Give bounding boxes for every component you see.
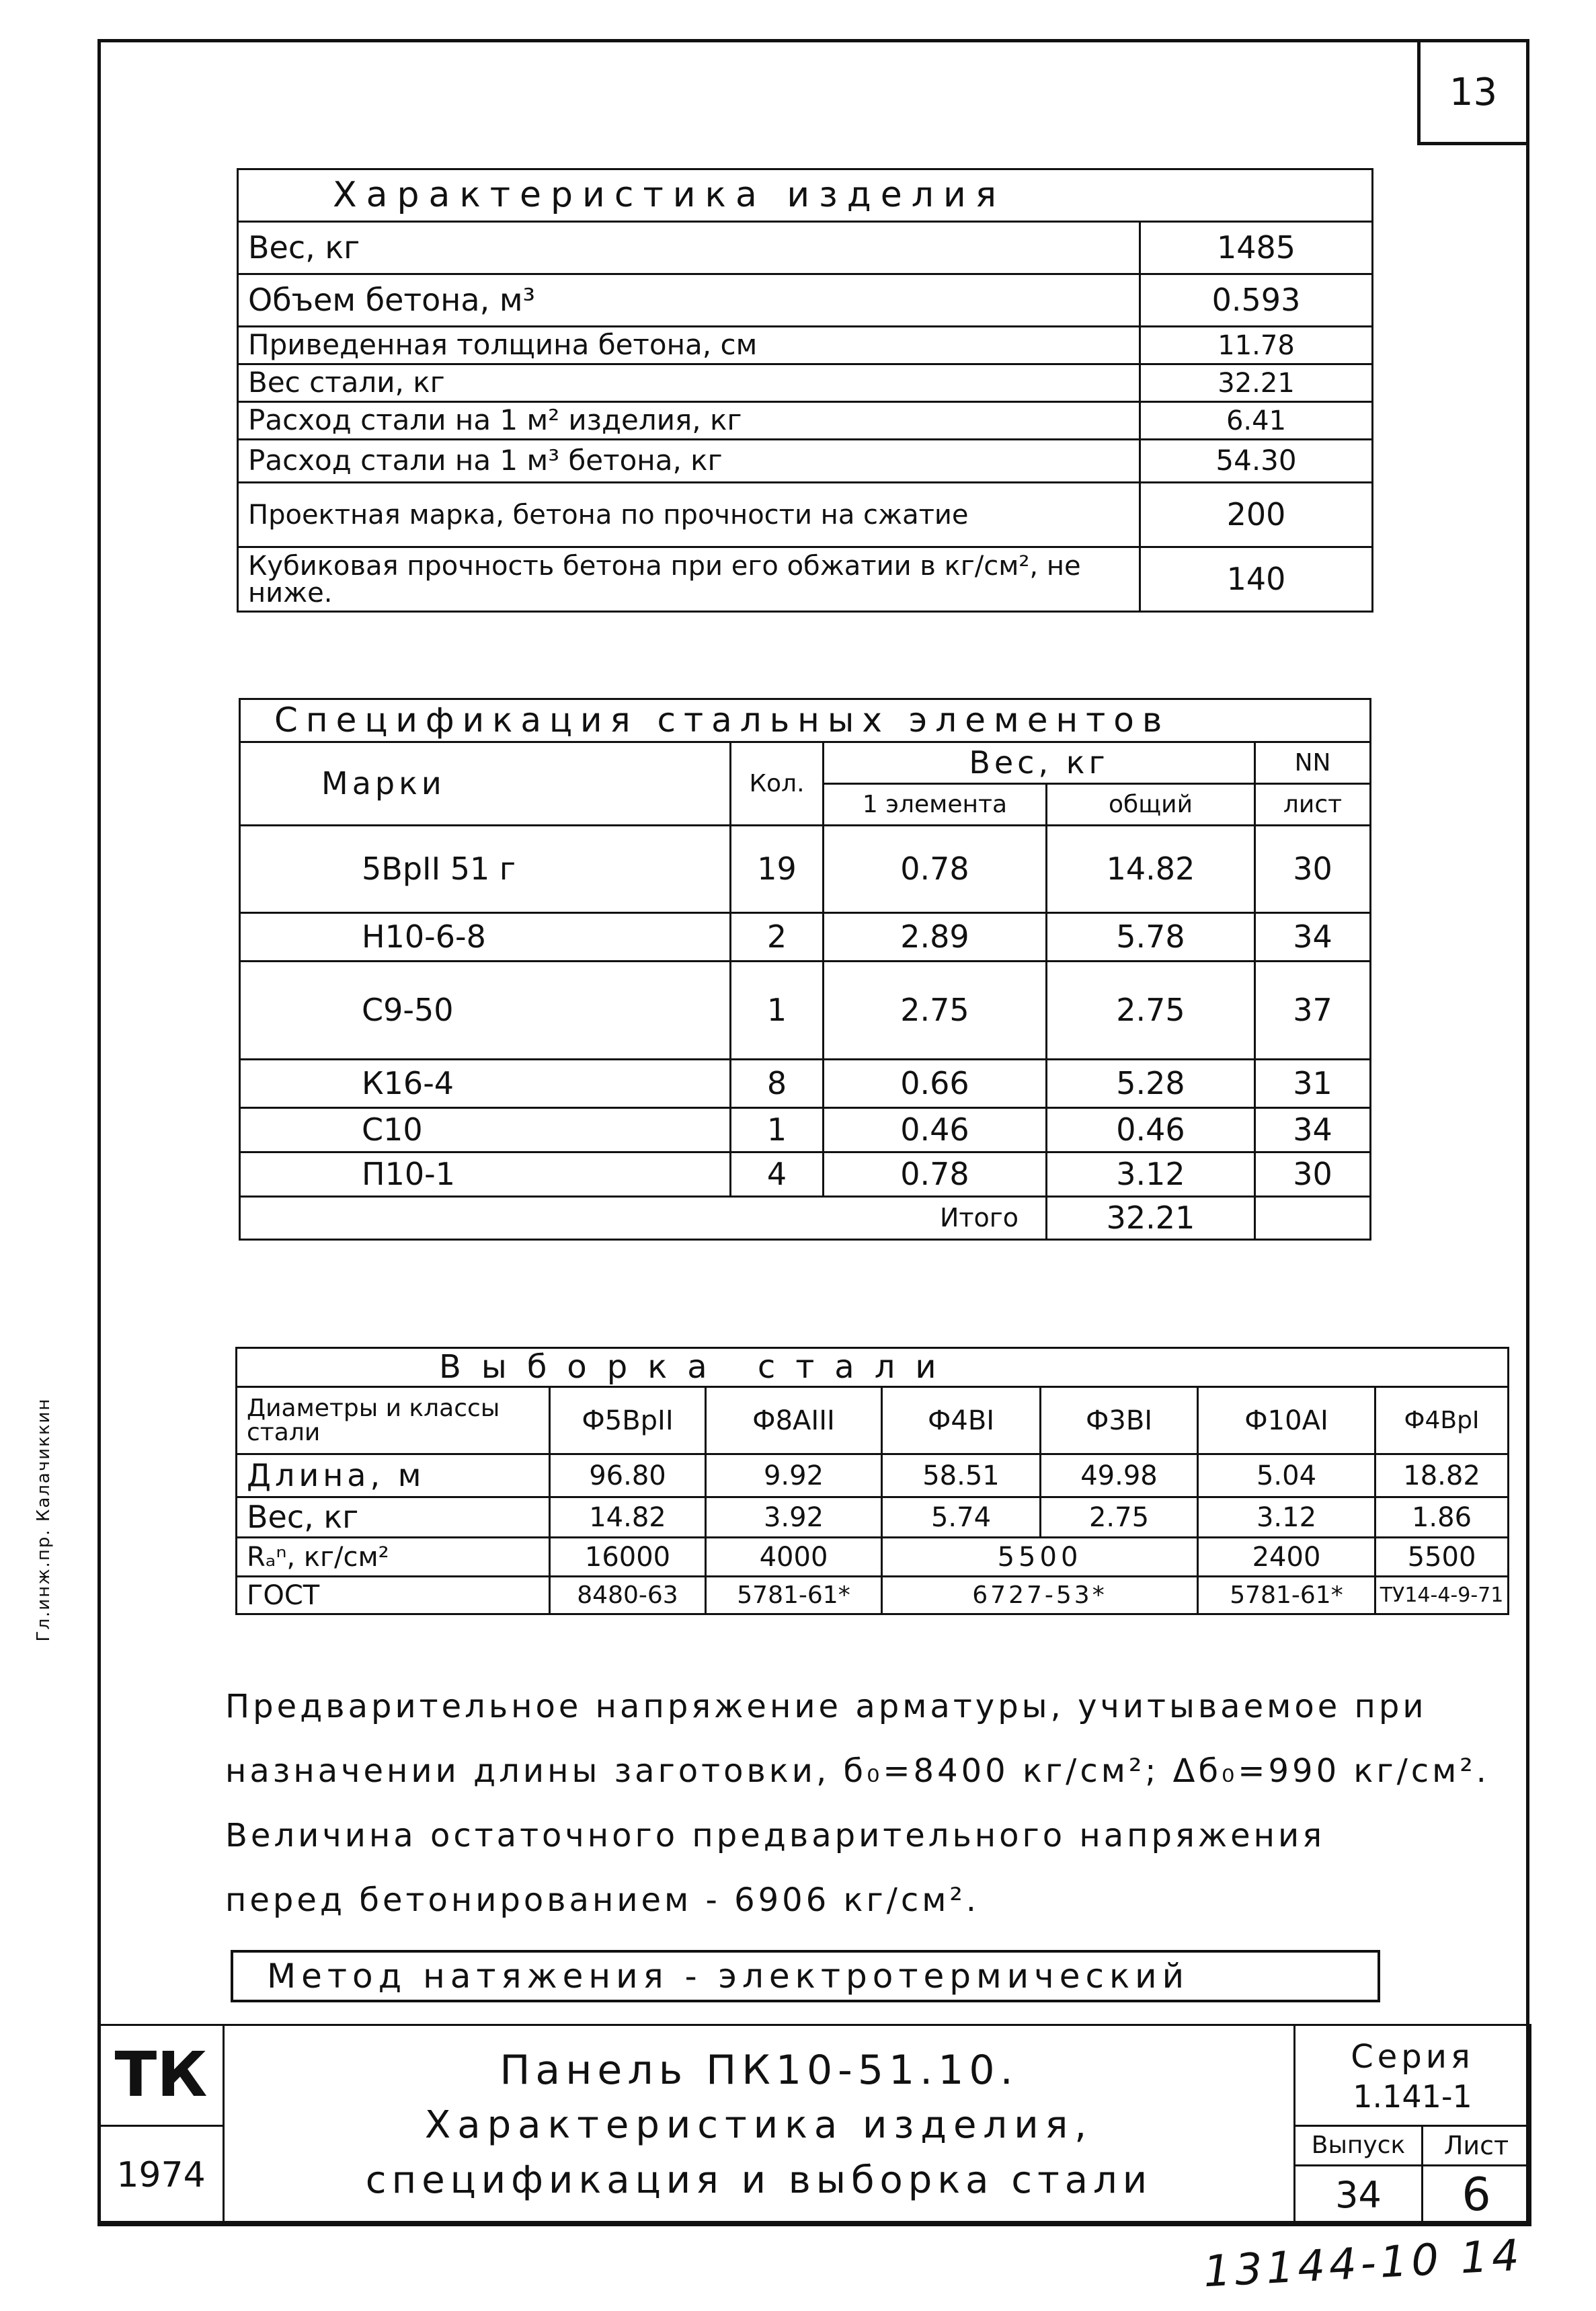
char-value: 54.30 xyxy=(1140,440,1373,483)
char-value: 200 xyxy=(1140,483,1373,547)
sel-ra: 5500 xyxy=(1375,1538,1509,1577)
sheet-label: Лист xyxy=(1423,2127,1529,2166)
spec-qty: 2 xyxy=(731,913,824,962)
sel-weight: 5.74 xyxy=(882,1497,1041,1538)
spec-qty: 4 xyxy=(731,1152,824,1197)
sel-gost: 6727-53* xyxy=(882,1577,1198,1614)
sel-weight: 2.75 xyxy=(1041,1497,1198,1538)
spec-mark: П10-1 xyxy=(240,1152,731,1197)
note-line: Величина остаточного предварительного напряжения xyxy=(225,1817,1326,1854)
spec-qty: 1 xyxy=(731,1108,824,1152)
side-stamp-text: Гл.инж.пр. Калачиккин xyxy=(34,1397,54,1642)
char-label: Расход стали на 1 м² изделия, кг xyxy=(238,402,1140,440)
sel-gost: 8480-63 xyxy=(550,1577,706,1614)
sel-gost-label: ГОСТ xyxy=(237,1577,550,1614)
spec-total-empty xyxy=(1255,1197,1371,1240)
spec-total: 3.12 xyxy=(1047,1152,1255,1197)
sel-gost: ТУ14-4-9-71 xyxy=(1375,1577,1509,1614)
sel-length: 5.04 xyxy=(1198,1454,1375,1497)
spec-qty: 1 xyxy=(731,962,824,1060)
char-value: 0.593 xyxy=(1140,274,1373,327)
spec-sheet: 34 xyxy=(1255,913,1371,962)
year: 1974 xyxy=(99,2126,224,2226)
spec-sheet: 30 xyxy=(1255,1152,1371,1197)
spec-total: 5.28 xyxy=(1047,1060,1255,1108)
char-value: 6.41 xyxy=(1140,402,1373,440)
sheet-title-line3: спецификация и выборка стали xyxy=(365,2158,1153,2202)
sheet-title-line1: Панель ПК10-51.10. xyxy=(500,2046,1019,2094)
spec-header-weight-one: 1 элемента xyxy=(824,784,1047,826)
spec-header-qty: Кол. xyxy=(731,742,824,826)
method-text: Метод натяжения - электротермический xyxy=(267,1957,1190,1996)
sel-length: 58.51 xyxy=(882,1454,1041,1497)
spec-total-label: Итого xyxy=(240,1197,1047,1240)
spec-header-weight: Вес, кг xyxy=(824,742,1255,784)
sel-gost: 5781-61* xyxy=(1198,1577,1375,1614)
spec-total: 5.78 xyxy=(1047,913,1255,962)
spec-mark: К16-4 xyxy=(240,1060,731,1108)
sel-length-label: Длина, м xyxy=(237,1454,550,1497)
spec-mark: 5ВрII 51 г xyxy=(240,826,731,913)
note-line: перед бетонированием - 6906 кг/см². xyxy=(225,1881,980,1919)
archive-number: 13144-10 14 xyxy=(1202,2230,1525,2298)
selection-title: Выборка стали xyxy=(237,1348,1509,1387)
prestress-notes xyxy=(225,1674,1503,1932)
spec-total: 2.75 xyxy=(1047,962,1255,1060)
sel-diam-label: Диаметры и классы стали xyxy=(237,1387,550,1454)
char-label: Приведенная толщина бетона, см xyxy=(238,327,1140,364)
sheet-title xyxy=(224,2025,1295,2226)
page-number: 13 xyxy=(1449,71,1498,114)
sel-ra-label: Rₐⁿ, кг/см² xyxy=(237,1538,550,1577)
spec-one: 2.89 xyxy=(824,913,1047,962)
sel-length: 9.92 xyxy=(706,1454,882,1497)
page-number-box xyxy=(1417,39,1529,145)
specification-table xyxy=(239,698,1371,1241)
char-label: Расход стали на 1 м³ бетона, кг xyxy=(238,440,1140,483)
specification-title: Спецификация стальных элементов xyxy=(240,699,1371,742)
sel-diam: Ф10АI xyxy=(1198,1387,1375,1454)
char-value: 1485 xyxy=(1140,222,1373,274)
sel-weight: 1.86 xyxy=(1375,1497,1509,1538)
sel-ra: 5500 xyxy=(882,1538,1198,1577)
char-label: Кубиковая прочность бетона при его обжатии в кг/см², не ниже. xyxy=(238,547,1140,612)
sel-ra: 4000 xyxy=(706,1538,882,1577)
spec-mark: С10 xyxy=(240,1108,731,1152)
sel-weight: 3.92 xyxy=(706,1497,882,1538)
spec-qty: 8 xyxy=(731,1060,824,1108)
char-label: Проектная марка, бетона по прочности на сжатие xyxy=(238,483,1140,547)
char-label: Вес стали, кг xyxy=(238,364,1140,402)
spec-sheet: 34 xyxy=(1255,1108,1371,1152)
sel-gost: 5781-61* xyxy=(706,1577,882,1614)
steel-selection-table xyxy=(235,1347,1509,1615)
sheet-title-line2: Характеристика изделия, xyxy=(424,2103,1094,2147)
sel-weight: 14.82 xyxy=(550,1497,706,1538)
side-stamp xyxy=(20,1264,67,1775)
spec-mark: С9-50 xyxy=(240,962,731,1060)
spec-total: 14.82 xyxy=(1047,826,1255,913)
note-line: назначении длины заготовки, б₀=8400 кг/см²; Δб₀=990 кг/см². xyxy=(225,1752,1490,1790)
sel-ra: 16000 xyxy=(550,1538,706,1577)
spec-sheet: 30 xyxy=(1255,826,1371,913)
char-value: 32.21 xyxy=(1140,364,1373,402)
characteristics-table xyxy=(237,168,1373,613)
series-value: 1.141-1 xyxy=(1353,2078,1472,2115)
spec-header-sheet-no: NN xyxy=(1255,742,1371,784)
char-label: Вес, кг xyxy=(238,222,1140,274)
issue-cell xyxy=(1295,2126,1423,2226)
method-box xyxy=(231,1950,1380,2002)
char-label: Объем бетона, м³ xyxy=(238,274,1140,327)
sel-diam: Ф5ВрII xyxy=(550,1387,706,1454)
spec-qty: 19 xyxy=(731,826,824,913)
title-block xyxy=(97,2024,1531,2226)
spec-header-sheet: лист xyxy=(1255,784,1371,826)
sheet-value: 6 xyxy=(1462,2168,1491,2222)
org-code: ТК xyxy=(99,2025,224,2126)
sel-diam: Ф3ВI xyxy=(1041,1387,1198,1454)
spec-sheet: 31 xyxy=(1255,1060,1371,1108)
spec-mark: Н10-6-8 xyxy=(240,913,731,962)
sel-diam: Ф4ВрI xyxy=(1375,1387,1509,1454)
spec-header-marks: Марки xyxy=(240,742,731,826)
characteristics-title: Характеристика изделия xyxy=(238,169,1373,222)
char-value: 11.78 xyxy=(1140,327,1373,364)
note-line: Предварительное напряжение арматуры, учитываемое при xyxy=(225,1688,1427,1725)
sel-diam: Ф8АIII xyxy=(706,1387,882,1454)
sel-weight-label: Вес, кг xyxy=(237,1497,550,1538)
sel-ra: 2400 xyxy=(1198,1538,1375,1577)
char-value: 140 xyxy=(1140,547,1373,612)
sel-weight: 3.12 xyxy=(1198,1497,1375,1538)
sel-diam: Ф4ВI xyxy=(882,1387,1041,1454)
spec-sheet: 37 xyxy=(1255,962,1371,1060)
spec-header-weight-total: общий xyxy=(1047,784,1255,826)
issue-value: 34 xyxy=(1335,2174,1382,2216)
spec-one: 0.78 xyxy=(824,1152,1047,1197)
sel-length: 96.80 xyxy=(550,1454,706,1497)
series-cell xyxy=(1295,2025,1531,2126)
spec-one: 0.46 xyxy=(824,1108,1047,1152)
sheet-cell xyxy=(1423,2126,1531,2226)
spec-one: 2.75 xyxy=(824,962,1047,1060)
sel-length: 49.98 xyxy=(1041,1454,1198,1497)
issue-label: Выпуск xyxy=(1295,2127,1421,2166)
spec-total-value: 32.21 xyxy=(1047,1197,1255,1240)
spec-total: 0.46 xyxy=(1047,1108,1255,1152)
spec-one: 0.66 xyxy=(824,1060,1047,1108)
sel-length: 18.82 xyxy=(1375,1454,1509,1497)
spec-one: 0.78 xyxy=(824,826,1047,913)
series-label: Серия xyxy=(1351,2037,1474,2076)
